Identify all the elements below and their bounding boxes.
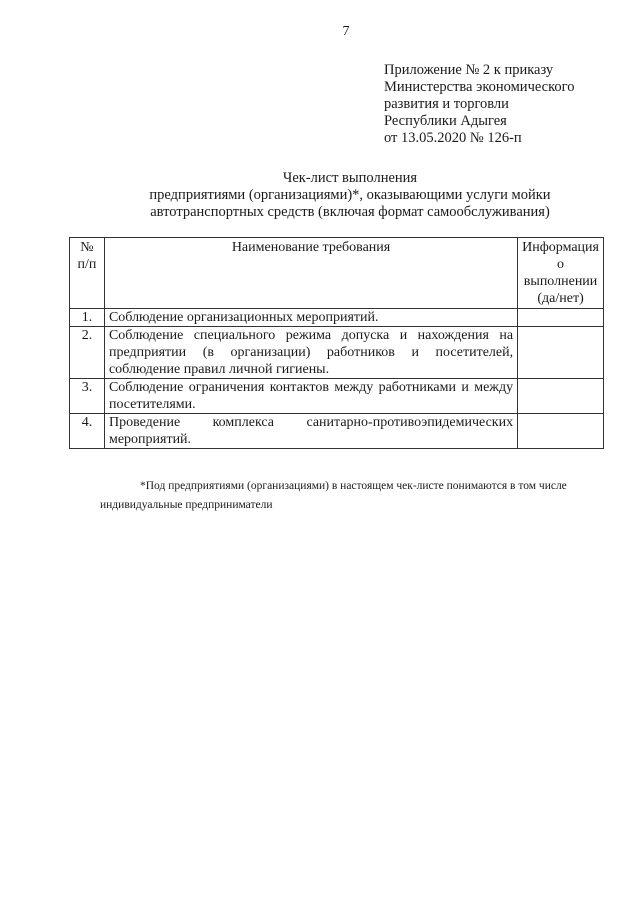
table-header-row bbox=[70, 238, 604, 309]
row-requirement: Соблюдение организационных мероприятий. bbox=[104, 309, 517, 327]
row-number: 3. bbox=[70, 379, 105, 414]
row-number: 1. bbox=[70, 309, 105, 327]
row-number: 4. bbox=[70, 414, 105, 449]
table-row bbox=[70, 327, 604, 379]
row-info bbox=[518, 379, 604, 414]
appendix-line: от 13.05.2020 № 126-п bbox=[384, 130, 522, 146]
table-row bbox=[70, 309, 604, 327]
appendix-line: Министерства экономического bbox=[384, 79, 575, 95]
title-line: автотранспортных средств (включая формат самообслуживания) bbox=[150, 204, 550, 220]
footnote bbox=[100, 477, 600, 515]
document-title bbox=[120, 170, 580, 221]
appendix-line: Республики Адыгея bbox=[384, 113, 507, 129]
row-info bbox=[518, 309, 604, 327]
header-requirement: Наименование требования bbox=[104, 238, 517, 309]
title-line: Чек-лист выполнения bbox=[282, 170, 418, 186]
row-requirement: Проведение комплекса санитарно-противоэпидемических мероприятий. bbox=[104, 414, 517, 449]
appendix-line: Приложение № 2 к приказу bbox=[384, 62, 554, 78]
row-number: 2. bbox=[70, 327, 105, 379]
row-requirement: Соблюдение специального режима допуска и нахождения на предприятии (в организации) работников и посетителей, соблюдение правил личной гигиены. bbox=[104, 327, 517, 379]
title-line: предприятиями (организациями)*, оказывающими услуги мойки bbox=[149, 187, 551, 203]
row-requirement: Соблюдение ограничения контактов между работниками и между посетителями. bbox=[104, 379, 517, 414]
footnote-text: *Под предприятиями (организациями) в настоящем чек-листе понимаются в том числе индивидуальные предприниматели bbox=[100, 480, 567, 511]
appendix-line: развития и торговли bbox=[384, 96, 509, 112]
header-number: № п/п bbox=[70, 238, 105, 309]
row-info bbox=[518, 414, 604, 449]
page-number: 7 bbox=[342, 24, 350, 39]
appendix-block bbox=[384, 62, 575, 147]
header-info: Информация о выполнении (да/нет) bbox=[518, 238, 604, 309]
table-row bbox=[70, 414, 604, 449]
row-info bbox=[518, 327, 604, 379]
table-row bbox=[70, 379, 604, 414]
checklist-table bbox=[69, 237, 604, 449]
